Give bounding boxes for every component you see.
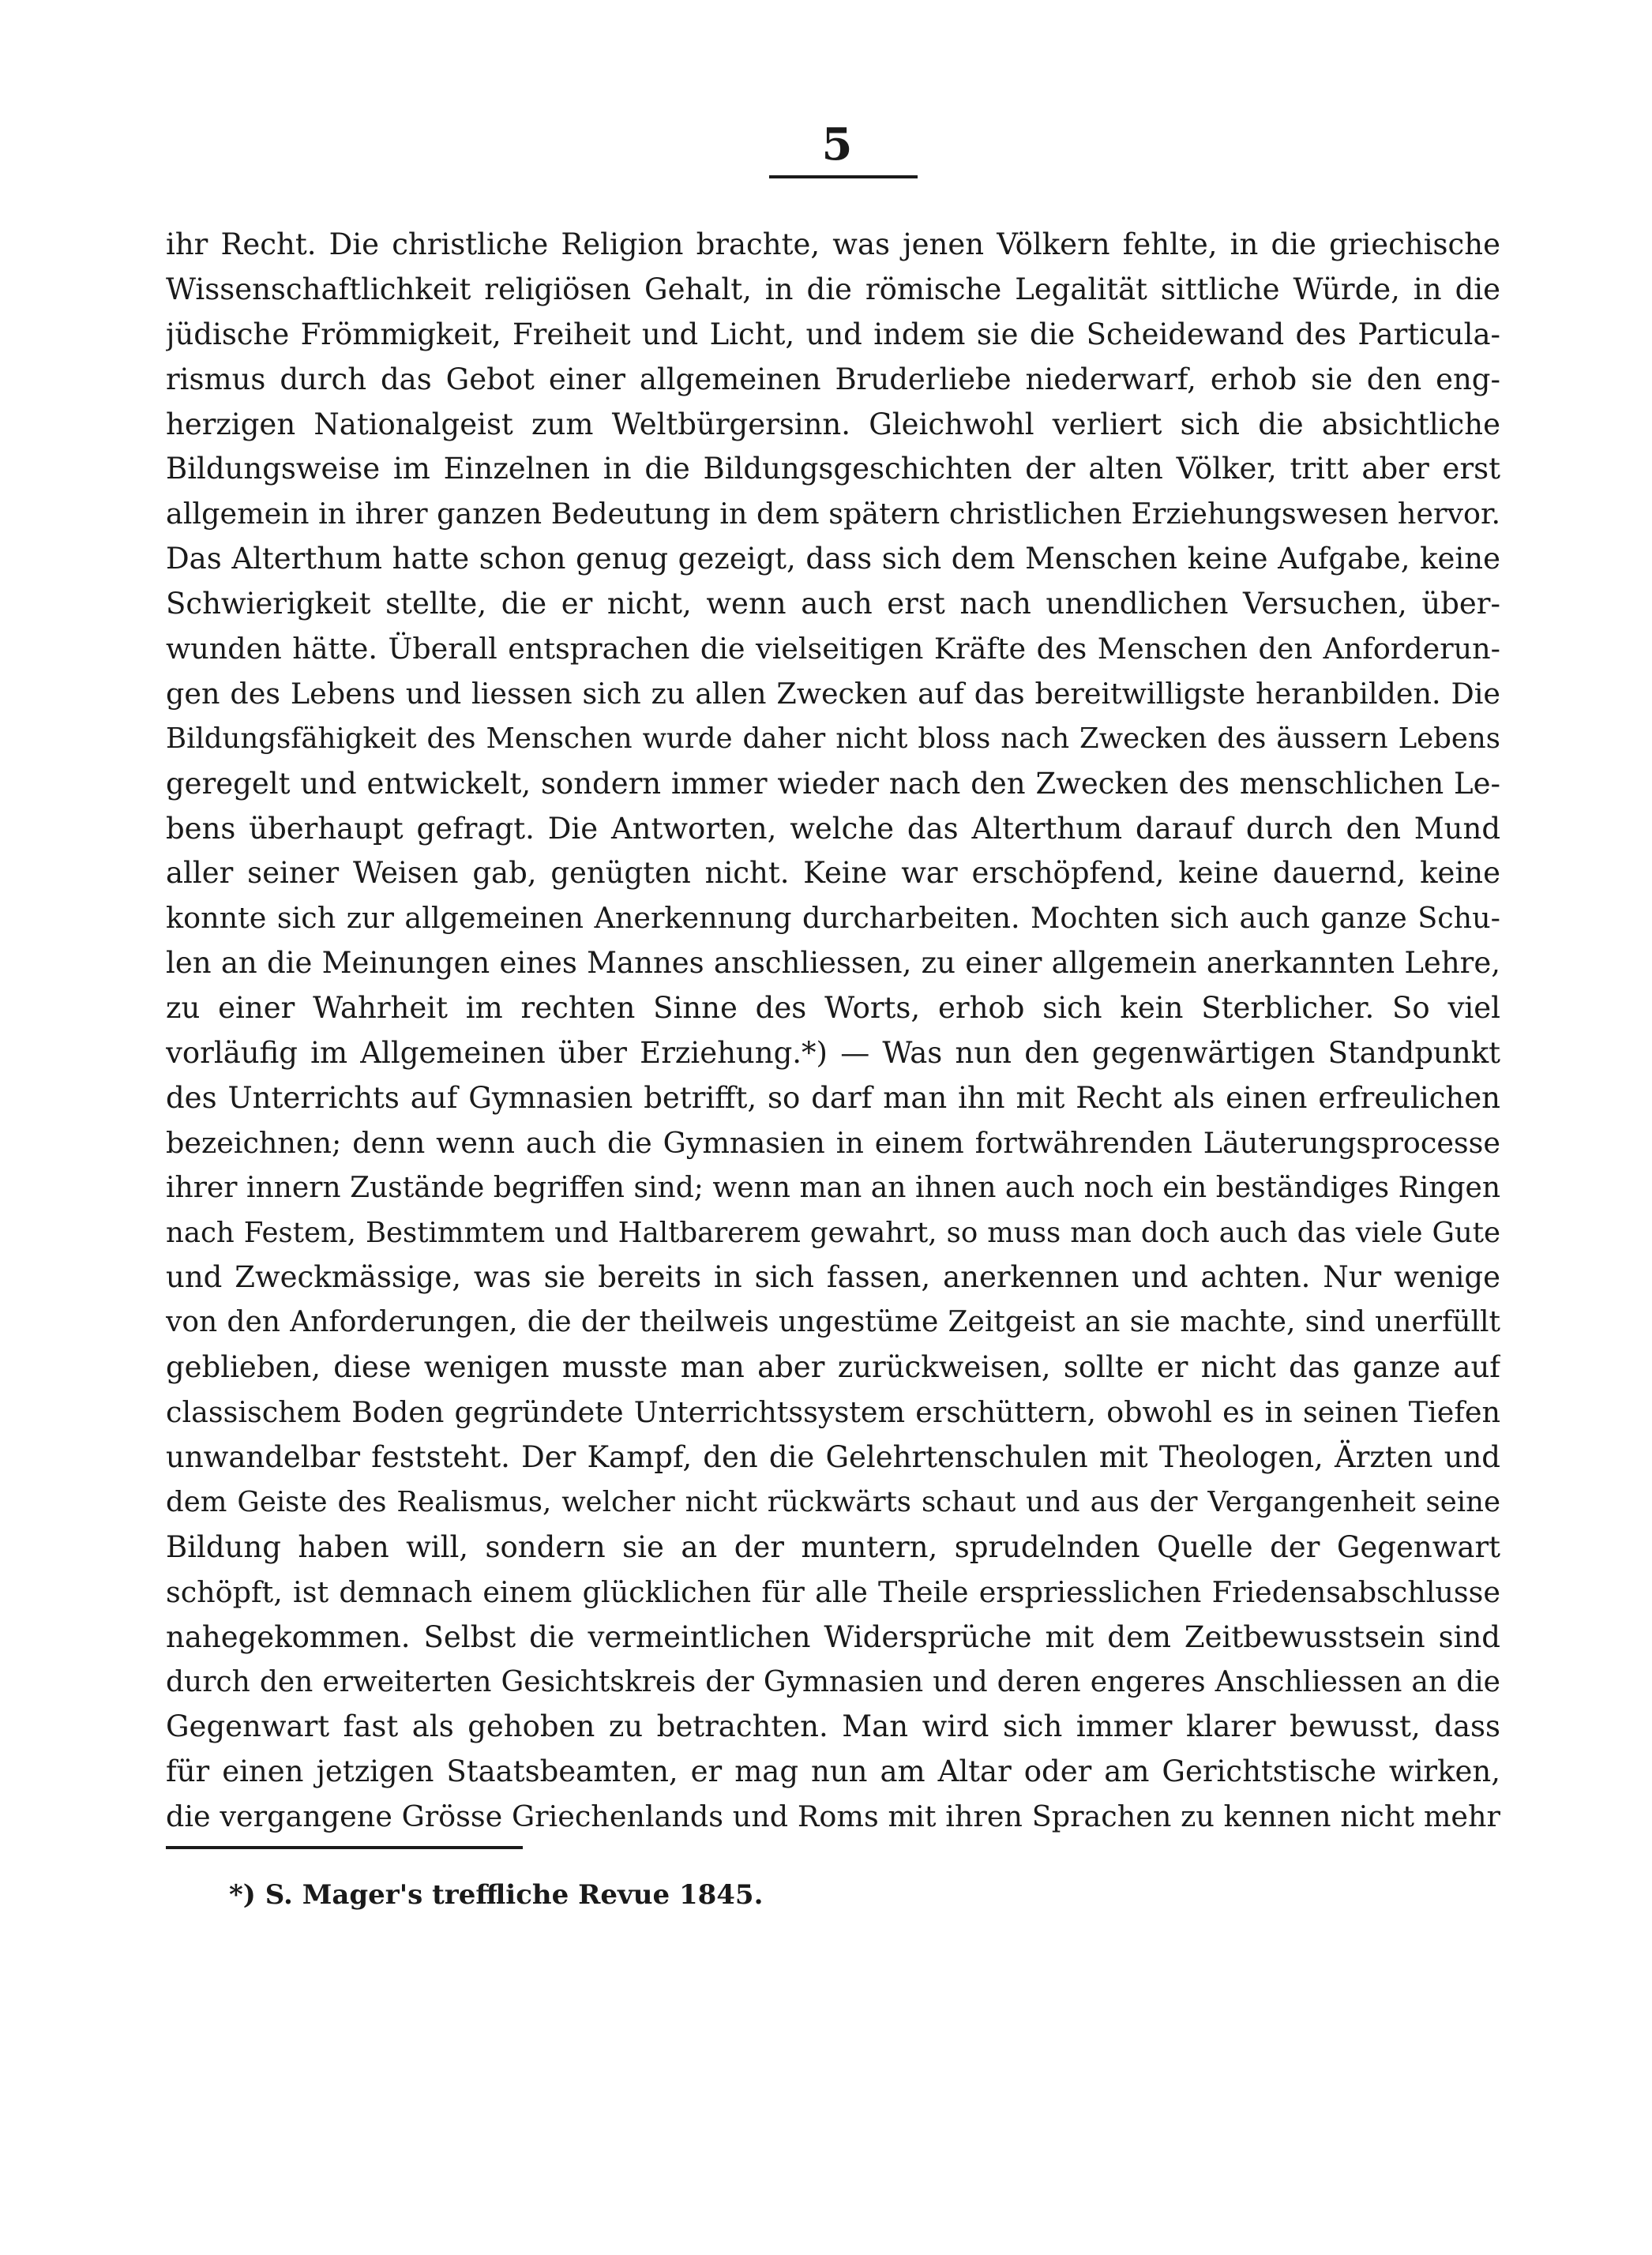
text-line: nach Festem, Bestimmtem und Haltbarerem gewahrt, so muss man doch auch das viele Gute [166, 1216, 1500, 1249]
text-line: ihr Recht. Die christliche Religion brachte, was jenen Völkern fehlte, in die griechische [166, 227, 1500, 261]
footnote: *) S. Mager's treffliche Revue 1845. [229, 1879, 764, 1911]
text-line: die vergangene Grösse Griechenlands und Roms mit ihren Sprachen zu kennen nicht mehr [166, 1799, 1500, 1834]
text-line: des Unterrichts auf Gymnasien betrifft, so darf man ihn mit Recht als einen erfreulichen [166, 1080, 1500, 1115]
body-text [166, 223, 1500, 1840]
text-line: herzigen Nationalgeist zum Weltbürgersinn. Gleichwohl verliert sich die absichtliche [166, 407, 1500, 441]
text-line: dem Geiste des Realismus, welcher nicht rückwärts schaut und aus der Vergangenheit seine [166, 1485, 1500, 1518]
text-line: Bildungsfähigkeit des Menschen wurde daher nicht bloss nach Zwecken des äussern Lebens [166, 722, 1500, 755]
text-line: ihrer innern Zustände begriffen sind; wenn man an ihnen auch noch ein beständiges Ringen [166, 1171, 1500, 1204]
footnote-rule [166, 1846, 523, 1849]
text-line: schöpft, ist demnach einem glücklichen für alle Theile erspriesslichen Friedensabschlusse [166, 1574, 1500, 1609]
text-line: Wissenschaftlichkeit religiösen Gehalt, in die römische Legalität sittliche Würde, in die [166, 272, 1500, 306]
text-line: rismus durch das Gebot einer allgemeinen Bruderliebe niederwarf, erhob sie den eng- [166, 362, 1500, 396]
text-line: von den Anforderungen, die der theilweis ungestüme Zeitgeist an sie machte, sind unerfüllt [166, 1306, 1500, 1339]
text-line: nahegekommen. Selbst die vermeintlichen Widersprüche mit dem Zeitbewusstsein sind [166, 1619, 1500, 1654]
page-number-rule [769, 175, 918, 178]
text-line: Bildung haben will, sondern sie an der muntern, sprudelnden Quelle der Gegenwart [166, 1529, 1500, 1564]
page-number: 5 [821, 118, 853, 171]
text-line: bens überhaupt gefragt. Die Antworten, welche das Alterthum darauf durch den Mund [166, 811, 1500, 846]
text-line: classischem Boden gegründete Unterrichtssystem erschüttern, obwohl es in seinen Tiefen [166, 1395, 1500, 1430]
text-line: Gegenwart fast als gehoben zu betrachten. Man wird sich immer klarer bewusst, dass [166, 1709, 1500, 1744]
text-line: geregelt und entwickelt, sondern immer wieder nach den Zwecken des menschlichen Le- [166, 766, 1500, 801]
text-line: aller seiner Weisen gab, genügten nicht. Keine war erschöpfend, keine dauernd, keine [166, 856, 1500, 891]
text-line: geblieben, diese wenigen musste man aber zurückweisen, sollte er nicht das ganze auf [166, 1350, 1500, 1385]
text-line: durch den erweiterten Gesichtskreis der Gymnasien und deren engeres Anschliessen an die [166, 1665, 1500, 1698]
text-line: Bildungsweise im Einzelnen in die Bildungsgeschichten der alten Völker, tritt aber erst [166, 452, 1500, 486]
text-line: wunden hätte. Überall entsprachen die vielseitigen Kräfte des Menschen den Anforderun- [166, 632, 1500, 666]
text-line: gen des Lebens und liessen sich zu allen Zwecken auf das bereitwilligste heranbilden. Die [166, 676, 1500, 711]
text-line: Schwierigkeit stellte, die er nicht, wenn auch erst nach unendlichen Versuchen, über- [166, 587, 1500, 621]
text-line: vorläufig im Allgemeinen über Erziehung.*) — Was nun den gegenwärtigen Standpunkt [166, 1036, 1500, 1071]
text-line: für einen jetzigen Staatsbeamten, er mag nun am Altar oder am Gerichtstische wirken, [166, 1754, 1500, 1789]
text-line: und Zweckmässige, was sie bereits in sich fassen, anerkennen und achten. Nur wenige [166, 1260, 1500, 1295]
text-line: Das Alterthum hatte schon genug gezeigt, dass sich dem Menschen keine Aufgabe, keine [166, 542, 1500, 576]
text-line: unwandelbar feststeht. Der Kampf, den die Gelehrtenschulen mit Theologen, Ärzten und [166, 1440, 1500, 1475]
text-line: allgemein in ihrer ganzen Bedeutung in dem spätern christlichen Erziehungswesen hervor. [166, 497, 1500, 531]
text-line: konnte sich zur allgemeinen Anerkennung durcharbeiten. Mochten sich auch ganze Schu- [166, 901, 1500, 936]
text-line: len an die Meinungen eines Mannes anschliessen, zu einer allgemein anerkannten Lehre, [166, 946, 1500, 981]
text-line: jüdische Frömmigkeit, Freiheit und Licht, und indem sie die Scheidewand des Particula- [166, 317, 1500, 351]
text-line: zu einer Wahrheit im rechten Sinne des Worts, erhob sich kein Sterblicher. So viel [166, 991, 1500, 1026]
text-line: bezeichnen; denn wenn auch die Gymnasien in einem fortwährenden Läuterungsprocesse [166, 1125, 1500, 1160]
